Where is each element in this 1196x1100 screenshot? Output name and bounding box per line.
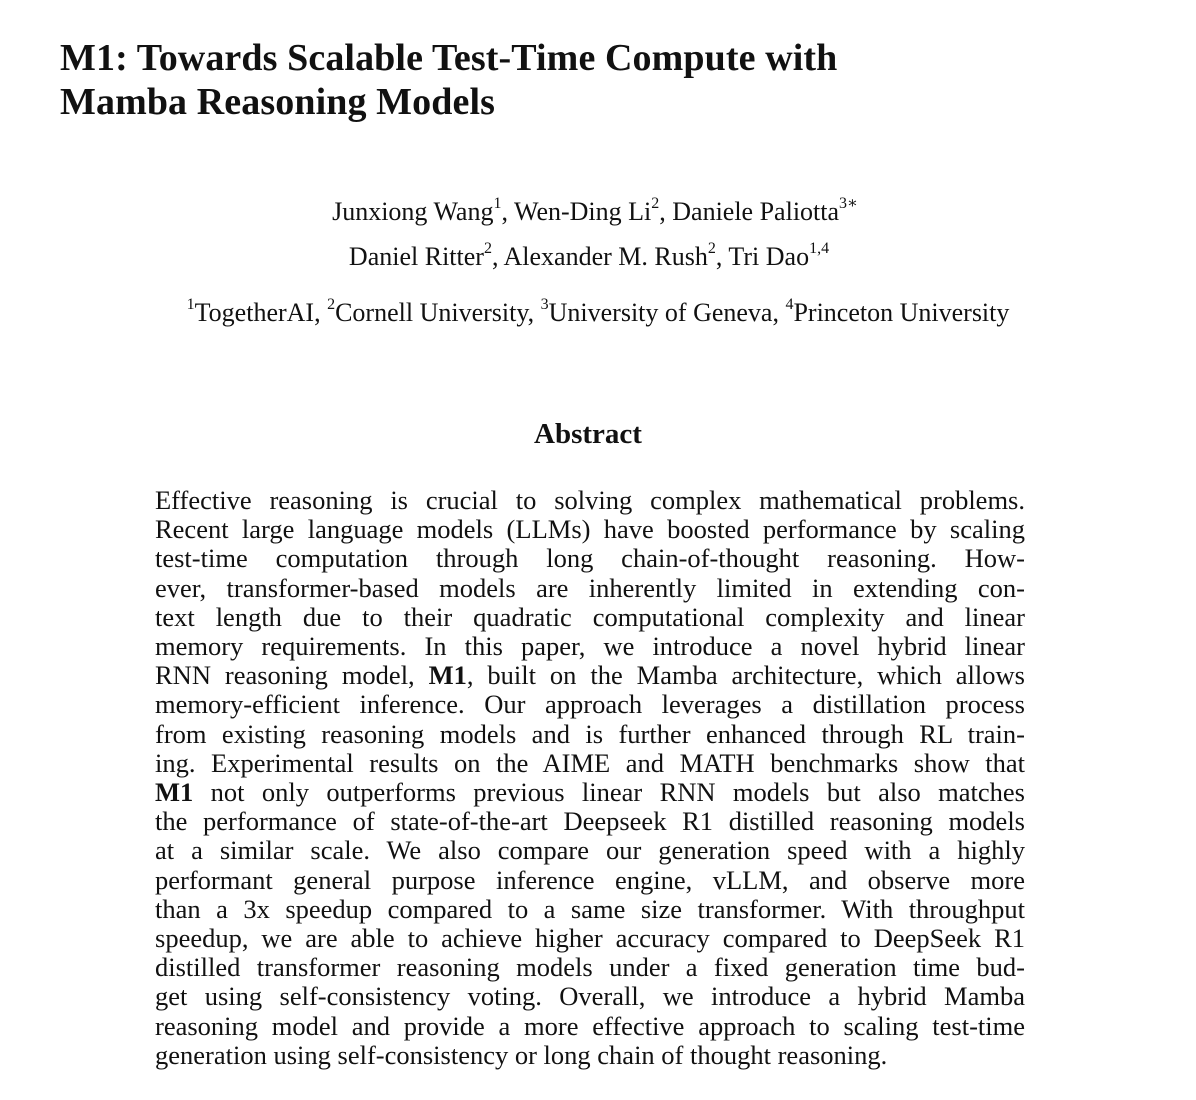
abstract-text: RNN reasoning model, — [155, 660, 429, 691]
affiliation-superscript: 4 — [785, 296, 794, 314]
abstract-text: ever, transformer-based models are inherently limited in extending con- — [155, 572, 1025, 603]
abstract-text: get using self-consistency voting. Overall, we introduce a hybrid Mamba — [155, 981, 1025, 1012]
affiliations — [0, 297, 1196, 329]
author — [332, 197, 501, 226]
abstract-line — [155, 836, 1025, 865]
abstract-text: performant general purpose inference engine, vLLM, and observe more — [155, 864, 1025, 895]
affiliation — [187, 298, 314, 327]
abstract-text: distilled transformer reasoning models under a fixed generation time bud- — [155, 952, 1025, 983]
affiliation — [785, 298, 1009, 327]
author-superscript: 2 — [651, 195, 660, 213]
author — [728, 242, 829, 271]
abstract-heading: Abstract — [534, 418, 642, 450]
separator: , — [659, 197, 673, 226]
abstract-line — [155, 953, 1025, 982]
author — [672, 197, 858, 226]
abstract-line — [155, 866, 1025, 895]
author-superscript: 1,4 — [809, 240, 830, 258]
affiliation — [327, 298, 528, 327]
separator: , — [314, 298, 328, 327]
affiliation-name: Cornell University — [335, 298, 528, 327]
abstract-text: test-time computation through long chain-of-thought reasoning. How- — [155, 543, 1025, 574]
affiliation-name: University of Geneva — [548, 298, 773, 327]
abstract-line — [155, 982, 1025, 1011]
abstract-line — [155, 924, 1025, 953]
abstract-text: , built on the Mamba architecture, which allows — [466, 660, 1025, 691]
author-superscript: 2 — [707, 240, 716, 258]
abstract-line — [155, 632, 1025, 661]
author-superscript: 2 — [483, 240, 492, 258]
abstract-line — [155, 661, 1025, 690]
affiliation-superscript: 3 — [540, 296, 549, 314]
abstract-text: memory-efficient inference. Our approach leverages a distillation process — [155, 689, 1025, 720]
author-name: Daniele Paliotta — [672, 197, 840, 226]
author-superscript: 3∗ — [839, 195, 858, 213]
affiliation-name: Princeton University — [793, 298, 1010, 327]
separator: , — [527, 298, 541, 327]
abstract-text: reasoning model and provide a more effective approach to scaling test-time — [155, 1010, 1025, 1041]
abstract-line — [155, 778, 1025, 807]
title-line-1: M1: Towards Scalable Test-Time Compute with — [60, 37, 838, 79]
abstract-line — [155, 1041, 1025, 1070]
abstract-line — [155, 895, 1025, 924]
abstract-line — [155, 720, 1025, 749]
affiliation — [541, 298, 773, 327]
abstract-line — [155, 603, 1025, 632]
abstract-text: at a similar scale. We also compare our generation speed with a highly — [155, 835, 1025, 866]
author-list-line-2 — [0, 241, 1187, 273]
model-name-bold: M1 — [428, 660, 467, 691]
abstract-line — [155, 1012, 1025, 1041]
abstract-text: speedup, we are able to achieve higher accuracy compared to DeepSeek R1 — [155, 923, 1025, 954]
abstract-text: than a 3x speedup compared to a same size transformer. With throughput — [155, 893, 1025, 924]
abstract-text: generation using self-consistency or long chain of thought reasoning. — [155, 1039, 888, 1070]
author-name: Wen-Ding Li — [513, 197, 652, 226]
author — [349, 242, 492, 271]
model-name-bold: M1 — [155, 777, 194, 808]
author-name: Junxiong Wang — [332, 197, 494, 226]
title-line-2: Mamba Reasoning Models — [60, 81, 495, 123]
author — [514, 197, 659, 226]
author-name: Daniel Ritter — [348, 242, 484, 271]
abstract-text: not only outperforms previous linear RNN models but also matches — [193, 777, 1025, 808]
abstract-line — [155, 749, 1025, 778]
abstract-line — [155, 574, 1025, 603]
separator: , — [491, 242, 504, 271]
abstract-line — [155, 690, 1025, 719]
abstract-line — [155, 515, 1025, 544]
abstract-text: text length due to their quadratic computational complexity and linear — [155, 601, 1025, 632]
abstract-line — [155, 544, 1025, 573]
author-list-line-1 — [0, 196, 1193, 228]
separator: , — [715, 242, 729, 271]
abstract-line — [155, 486, 1025, 515]
author-superscript: 1 — [493, 195, 502, 213]
abstract-text: Recent large language models (LLMs) have boosted performance by scaling — [155, 514, 1025, 545]
affiliation-superscript: 1 — [186, 296, 195, 314]
author-name: Tri Dao — [728, 242, 810, 271]
author-name: Alexander M. Rush — [503, 242, 708, 271]
author — [504, 242, 716, 271]
affiliation-name: TogetherAI — [194, 298, 315, 327]
separator: , — [772, 298, 786, 327]
abstract-text: from existing reasoning models and is further enhanced through RL train- — [155, 718, 1025, 749]
affiliation-superscript: 2 — [327, 296, 336, 314]
paper-title — [60, 36, 1060, 124]
abstract-text: Effective reasoning is crucial to solving complex mathematical problems. — [155, 485, 1025, 515]
abstract-text: ing. Experimental results on the AIME and MATH benchmarks show that — [155, 747, 1025, 778]
abstract-body — [155, 486, 1025, 1070]
separator: , — [501, 197, 514, 226]
abstract-line — [155, 807, 1025, 836]
abstract-text: memory requirements. In this paper, we introduce a novel hybrid linear — [155, 631, 1025, 662]
abstract-text: the performance of state-of-the-art Deepseek R1 distilled reasoning models — [155, 806, 1025, 837]
